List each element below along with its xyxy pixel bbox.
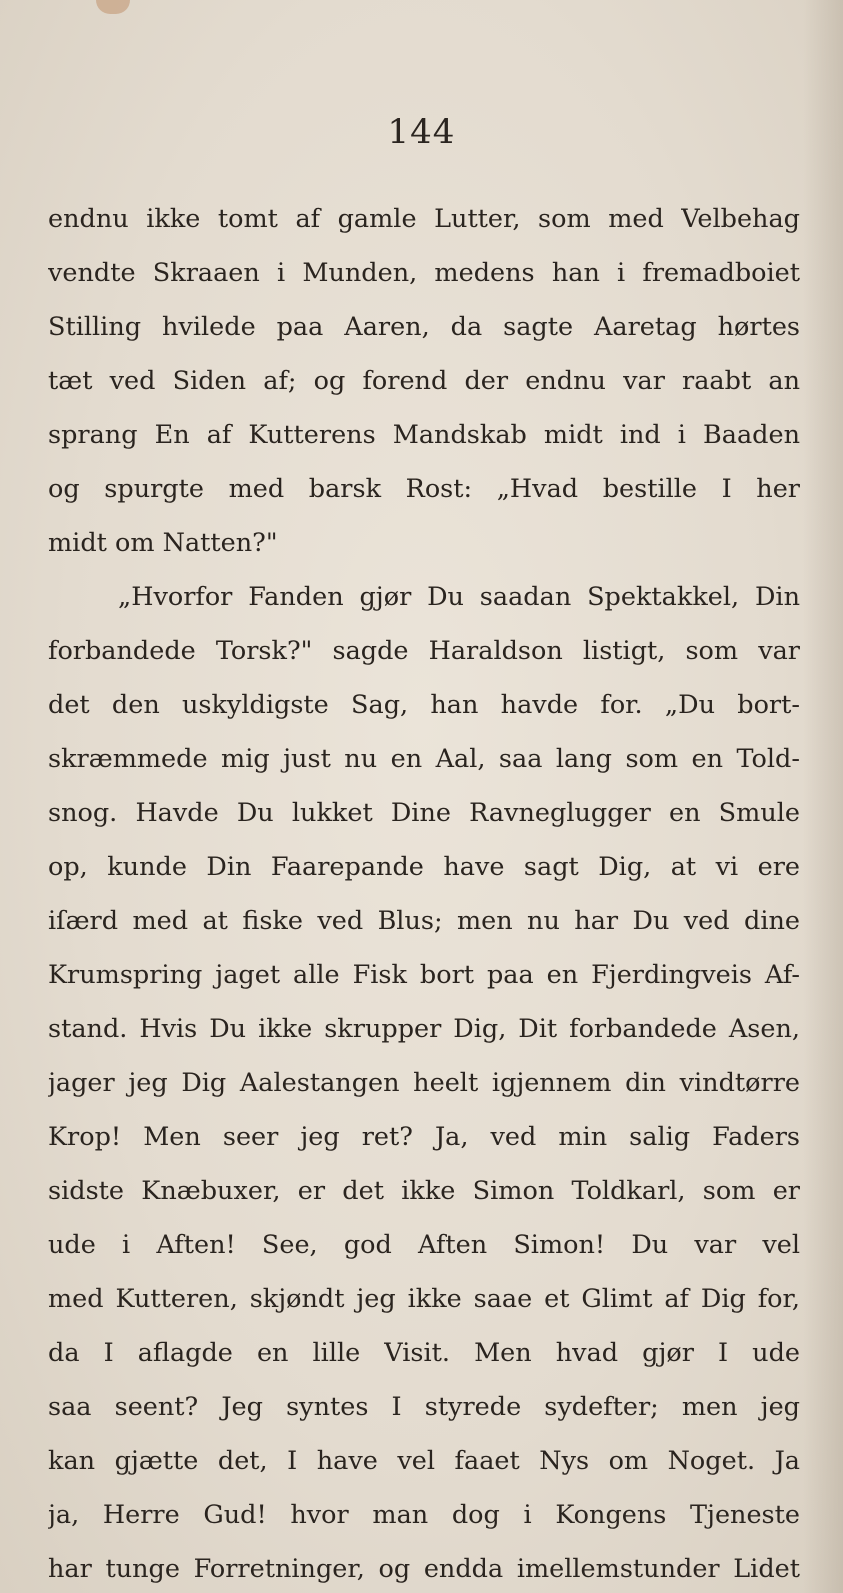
text-line: Krumspring jaget alle Fisk bort paa en Fjerdingveis Af-	[48, 960, 800, 990]
body-text	[48, 192, 800, 1593]
text-line: iſærd med at fiske ved Blus; men nu har Du ved dine	[48, 906, 800, 936]
text-line: ja, Herre Gud! hvor man dog i Kongens Tjeneste	[48, 1500, 800, 1530]
text-line: har tunge Forretninger, og endda imellemstunder Lidet	[48, 1554, 800, 1584]
text-line: skræmmede mig just nu en Aal, saa lang som en Told-	[48, 744, 800, 774]
text-line: stand. Hvis Du ikke skrupper Dig, Dit forbandede Asen,	[48, 1014, 800, 1044]
text-line: det den uskyldigste Sag, han havde for. „Du bort-	[48, 690, 800, 720]
page-number: 144	[387, 112, 456, 152]
text-line: da I aflagde en lille Visit. Men hvad gjør I ude	[48, 1338, 800, 1368]
text-line: „Hvorfor Fanden gjør Du saadan Spektakkel, Din	[118, 582, 800, 612]
text-line: saa seent? Jeg syntes I styrede sydefter; men jeg	[48, 1392, 800, 1422]
text-line: jager jeg Dig Aalestangen heelt igjennem din vindtørre	[48, 1068, 800, 1098]
text-line: midt om Natten?"	[48, 528, 278, 558]
text-line: op, kunde Din Faarepande have sagt Dig, at vi ere	[48, 852, 800, 882]
text-line: Stilling hvilede paa Aaren, da sagte Aaretag hørtes	[48, 312, 800, 342]
text-line: sidste Knæbuxer, er det ikke Simon Toldkarl, som er	[48, 1176, 800, 1206]
spine-shadow	[803, 0, 843, 1593]
text-line: ude i Aften! See, god Aften Simon! Du var vel	[48, 1230, 800, 1260]
text-line: snog. Havde Du lukket Dine Ravneglugger en Smule	[48, 798, 800, 828]
text-line: forbandede Torsk?" sagde Haraldson listigt, som var	[48, 636, 800, 666]
text-line: sprang En af Kutterens Mandskab midt ind i Baaden	[48, 420, 800, 450]
text-line: vendte Skraaen i Munden, medens han i fremadboiet	[48, 258, 800, 288]
text-line: Krop! Men seer jeg ret? Ja, ved min salig Faders	[48, 1122, 800, 1152]
text-line: med Kutteren, skjøndt jeg ikke saae et Glimt af Dig for,	[48, 1284, 800, 1314]
text-line: endnu ikke tomt af gamle Lutter, som med Velbehag	[48, 204, 800, 234]
paper-stain	[96, 0, 130, 14]
text-line: kan gjætte det, I have vel faaet Nys om Noget. Ja	[48, 1446, 800, 1476]
text-line: og spurgte med barsk Rost: „Hvad bestille I her	[48, 474, 800, 504]
text-line: tæt ved Siden af; og forend der endnu var raabt an	[48, 366, 800, 396]
